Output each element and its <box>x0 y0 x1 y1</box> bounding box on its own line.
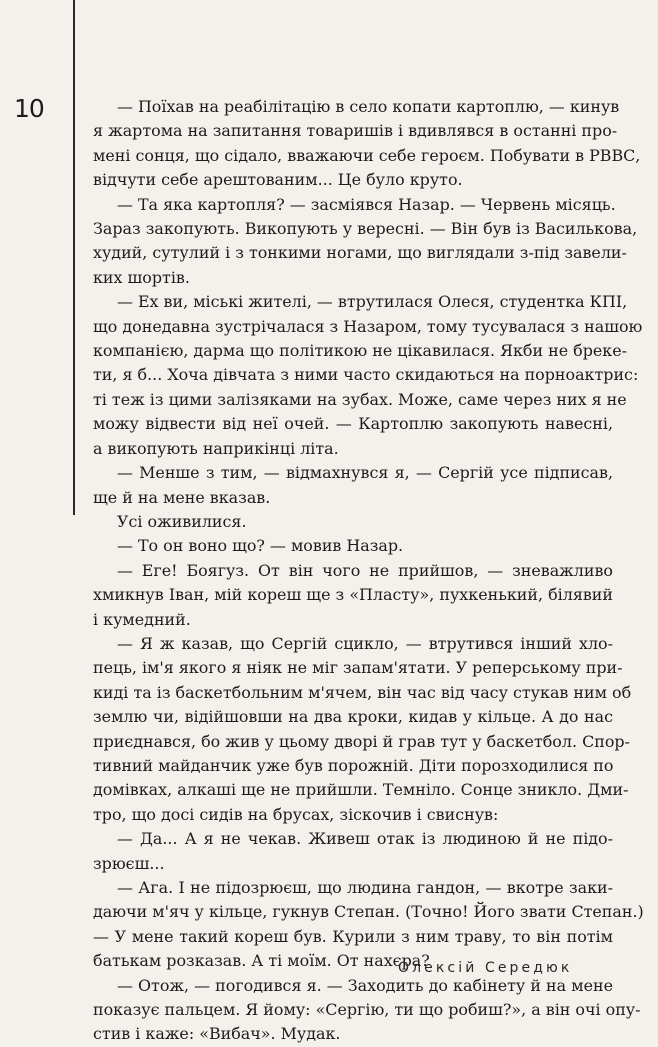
text-line: хмикнув Іван, мій кореш ще з «Пласту», пухкенький, білявий <box>93 585 613 605</box>
text-line: даючи м'яч у кільце, гукнув Степан. (Точно! Його звати Степан.) <box>93 902 644 922</box>
text-line: тро, що досі сидів на брусах, зіскочив і свиснув: <box>93 804 499 824</box>
text-line: мені сонця, що сідало, вважаючи себе героєм. Побувати в РВВС, <box>93 145 641 165</box>
text-line: Зараз закопують. Викопують у вересні. — Він був із Василькова, <box>93 219 638 239</box>
text-line: — Ага. І не підозрюєш, що людина гандон, — вкотре заки- <box>117 878 613 897</box>
text-line: — Ех ви, міські жителі, — втрутилася Олеся, студентка КПІ, <box>117 292 628 312</box>
text-line: пець, ім'я якого я ніяк не міг запам'ятати. У реперському при- <box>93 658 623 678</box>
paragraph <box>93 632 632 827</box>
text-line: Усі оживилися. <box>117 511 247 531</box>
text-line: ті теж із цими залізяками на зубах. Може, саме через них я не <box>93 389 627 409</box>
paragraph <box>93 95 641 193</box>
text-line: приєднався, бо жив у цьому дворі й грав тут у баскетбол. Спор- <box>93 731 630 751</box>
paragraph <box>93 461 613 510</box>
paragraph <box>93 559 613 632</box>
text-line: киді та із баскетбольним м'ячем, він час від часу стукав ним об <box>93 682 632 702</box>
text-line: тивний майданчик уже був порожній. Діти порозходилися по <box>93 755 614 775</box>
paragraph <box>93 534 613 558</box>
text-line: — Я ж казав, що Сергій сцикло, — втрутився інший хло- <box>117 633 613 653</box>
text-line: худий, сутулий і з тонкими ногами, що виглядали з-під завели- <box>93 243 627 263</box>
text-line: зрюєш... <box>93 853 165 873</box>
text-line: ти, я б... Хоча дівчата з ними часто скидаються на порноактрис: <box>93 365 639 385</box>
text-line: — У мене такий кореш був. Курили з ним траву, то він потім <box>93 926 613 946</box>
running-footer-author: Олексій Середюк <box>398 960 573 976</box>
paragraph <box>93 974 641 1047</box>
text-line: ких шортів. <box>93 267 190 287</box>
text-line: ще й на мене вказав. <box>93 487 271 507</box>
text-line: що донедавна зустрічалася з Назаром, тому тусувалася з нашою <box>93 316 643 336</box>
text-line: відчути себе арештованим... Це було круто. <box>93 170 463 190</box>
text-line: а викопують наприкінці літа. <box>93 438 339 458</box>
text-line: показує пальцем. Я йому: «Сергію, ти що робиш?», а він очі опу- <box>93 1000 641 1020</box>
paragraph <box>93 510 613 534</box>
margin-rule <box>73 0 75 515</box>
body-text <box>93 95 644 1047</box>
text-line: — Поїхав на реабілітацію в село копати картоплю, — кинув <box>117 97 620 116</box>
text-line: можу відвести від неї очей. — Картоплю закопують навесні, <box>93 414 613 434</box>
paragraph <box>93 290 643 461</box>
text-line: стив і каже: «Вибач». Мудак. <box>93 1024 341 1044</box>
text-line: землю чи, відійшовши на два кроки, кидав у кільце. А до нас <box>93 707 613 727</box>
page-number: 10 <box>14 94 44 123</box>
paragraph <box>93 827 613 876</box>
text-line: — Да... А я не чекав. Живеш отак із людиною й не підо- <box>117 829 613 849</box>
text-line: батькам розказав. А ті моїм. От нахєра? <box>93 951 430 971</box>
text-line: і кумедний. <box>93 609 191 629</box>
paragraph <box>93 876 644 974</box>
paragraph <box>93 193 638 291</box>
text-line: — Еге! Боягуз. От він чого не прийшов, — зневажливо <box>117 560 613 580</box>
text-line: — Менше з тим, — відмахнувся я, — Сергій усе підписав, <box>117 463 613 483</box>
text-line: я жартома на запитання товаришів і вдивлявся в останні про- <box>93 121 618 141</box>
text-line: — Отож, — погодився я. — Заходить до кабінету й на мене <box>117 975 613 995</box>
text-line: домівках, алкаші ще не прийшли. Темніло. Сонце зникло. Дми- <box>93 780 629 800</box>
text-line: компанією, дарма що політикою не цікавилася. Якби не бреке- <box>93 341 627 361</box>
text-line: — Та яка картопля? — засміявся Назар. — Червень місяць. <box>117 194 616 214</box>
text-line: — То он воно що? — мовив Назар. <box>117 536 404 556</box>
